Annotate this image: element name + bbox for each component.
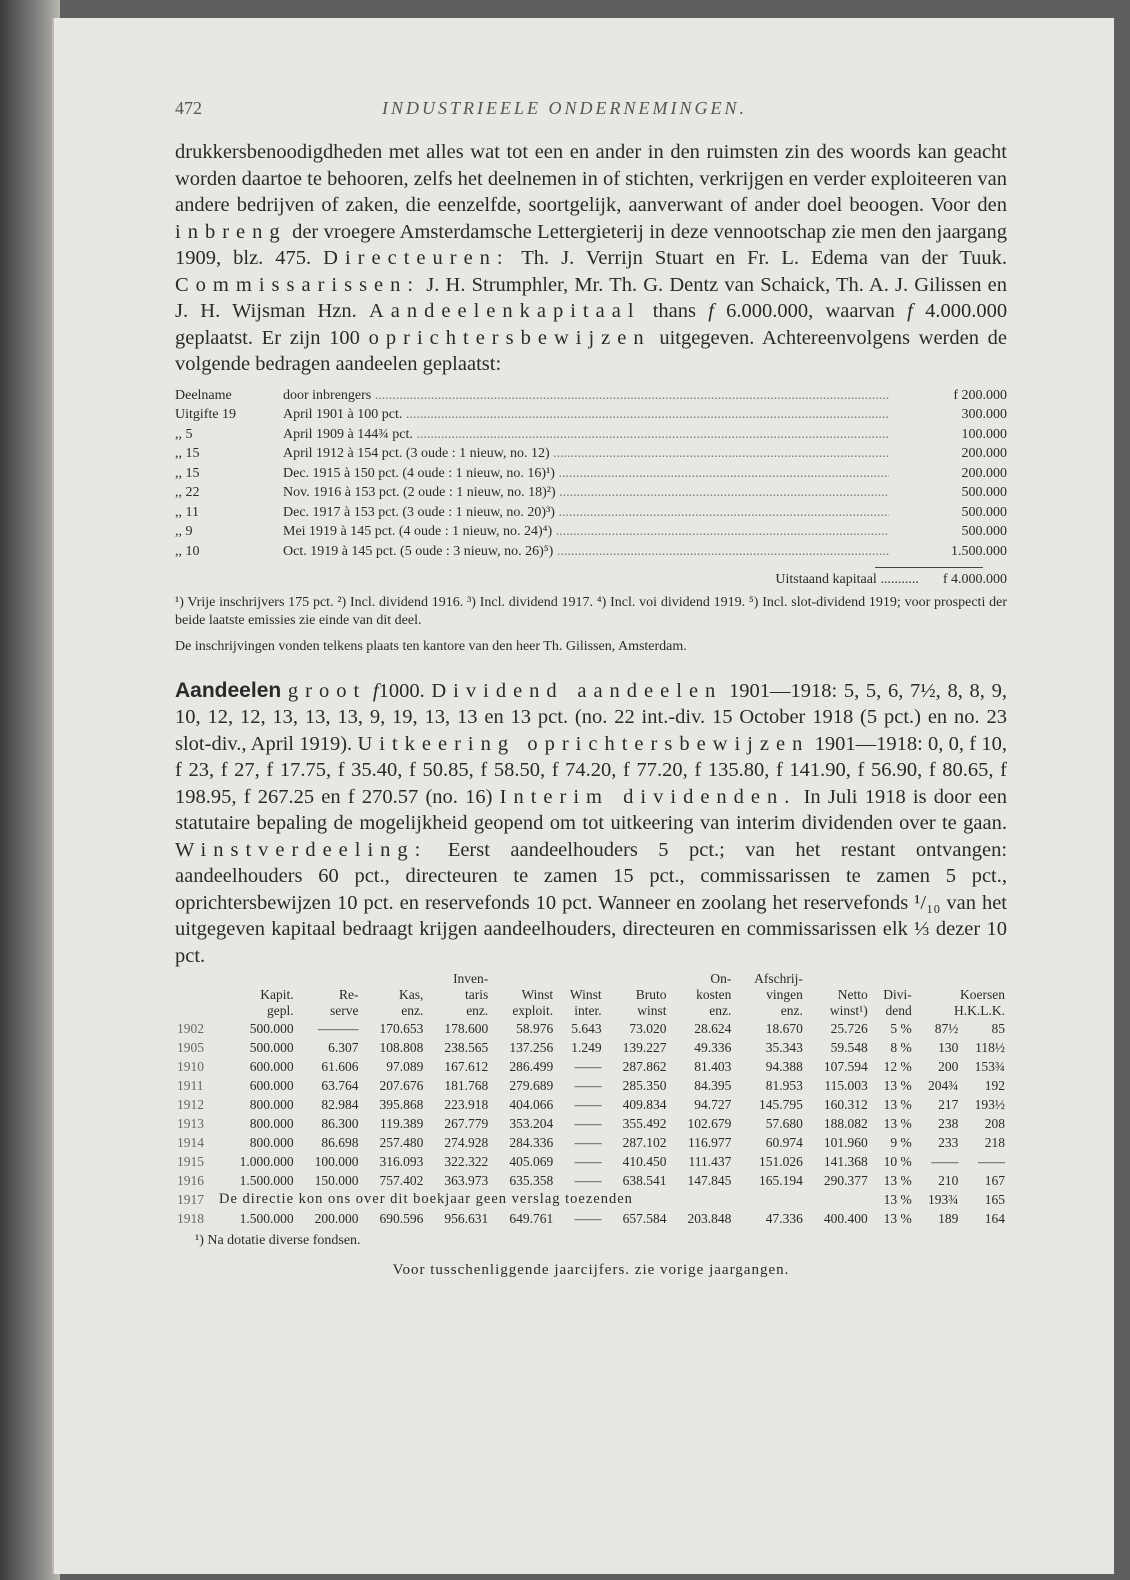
- column-header: Afschrij- vingen enz.: [754, 971, 803, 1018]
- table-cell: 97.089: [386, 1059, 424, 1074]
- table-cell: 286.499: [509, 1059, 554, 1074]
- table-cell: 287.102: [622, 1135, 667, 1150]
- table-cell: 86.698: [321, 1135, 359, 1150]
- table-cell: ———: [318, 1021, 359, 1036]
- table-cell: 208: [984, 1116, 1005, 1131]
- table-cell: 151.026: [758, 1154, 803, 1169]
- table-cell: 145.795: [758, 1097, 803, 1112]
- table-cell: 81.953: [765, 1078, 803, 1093]
- table-cell: 94.727: [694, 1097, 732, 1112]
- table-cell: 193¾: [927, 1192, 959, 1207]
- intro-text-6: 6.000.000, waarvan: [726, 300, 895, 322]
- table-row: [175, 1076, 1007, 1095]
- table-cell: 6.307: [328, 1040, 359, 1055]
- table-cell: 355.492: [622, 1116, 667, 1131]
- table-row-1917: [175, 1190, 1007, 1209]
- table-row: [175, 1171, 1007, 1190]
- table-row: [175, 1209, 1007, 1228]
- table-cell: 1918: [177, 1211, 204, 1226]
- table-row: [175, 1019, 1007, 1038]
- financial-table: [175, 971, 1007, 1228]
- uitgifte-row: [175, 503, 1007, 523]
- table-cell: 86.300: [321, 1116, 359, 1131]
- table-cell: 164: [984, 1211, 1005, 1226]
- column-header: Kas, enz.: [399, 987, 424, 1018]
- table-cell: 1905: [177, 1040, 204, 1055]
- table-cell: 322.322: [444, 1154, 489, 1169]
- table-cell: 85: [991, 1021, 1005, 1036]
- uitgifte-c: 1.500.000: [951, 543, 1007, 559]
- table-cell: 167: [984, 1173, 1005, 1188]
- table-cell: ——: [574, 1097, 602, 1112]
- aandeelen-text-5: Eerst aandeelhouders 5 pct.; van het restant ontvangen: aandeelhouders 60 pct., directeuren te zamen 15 pct., commissarissen te zamen 5 pct., oprichtersbewijzen 10 pct. en reservefonds 10 pct. Wanneer en zoolang het reservefonds ¹/₁₀ van het uitgegeven kapitaal bedraagt krijgen aandeelhouders, directeuren en commissarissen elk ⅓ dezer 10 pct.: [175, 838, 1008, 967]
- table-cell: 274.928: [444, 1135, 489, 1150]
- table-cell: 111.437: [688, 1154, 732, 1169]
- table-cell: 800.000: [249, 1097, 294, 1112]
- florin-sign: f: [708, 300, 714, 322]
- table-cell: 118½: [975, 1040, 1005, 1055]
- page-header: [175, 98, 1007, 119]
- table-cell: 35.343: [765, 1040, 803, 1055]
- table-cell: 107.594: [823, 1059, 868, 1074]
- uitgifte-a: ,, 10: [175, 543, 200, 559]
- intro-text-1: drukkersbenoodigdheden met alles wat tot een en ander in den ruimsten zin des woords kan geacht worden daartoe te behooren, zelfs het deelnemen in of stichten, verkrijgen en verder exploiteeren van andere bedrijven of zaken, die eenzelfde, soortgelijk, aanverwant of ander doel beoogen. Voor den: [175, 141, 1007, 216]
- table-cell: ——: [931, 1154, 959, 1169]
- uitgifte-a: ,, 22: [175, 485, 200, 500]
- aandeelen-heading: Aandeelen: [175, 678, 282, 702]
- table-cell: 600.000: [249, 1078, 294, 1093]
- uitgifte-row: [175, 542, 1007, 562]
- uitgifte-c: 500.000: [961, 524, 1007, 539]
- table-cell: 363.973: [444, 1173, 489, 1188]
- table-row: [175, 1152, 1007, 1171]
- table-cell: 5 %: [890, 1021, 912, 1036]
- intro-text-4: J. H. Strumphler, Mr. Th. G. Dentz van Schaick, Th. A. J. Gilissen en J. H. Wijsman Hzn.: [175, 273, 1008, 322]
- column-header: Koersen H.K.L.K.: [954, 987, 1005, 1018]
- table-cell: 267.779: [444, 1116, 489, 1131]
- uitgifte-a: ,, 15: [175, 446, 200, 461]
- table-cell: 223.918: [444, 1097, 489, 1112]
- table-cell: 58.976: [516, 1021, 554, 1036]
- table-cell: 1911: [177, 1078, 204, 1093]
- page-footer: Voor tusschenliggende jaarcijfers. zie vorige jaargangen.: [392, 1262, 790, 1278]
- intro-text-2: der vroegere Amsterdamsche Lettergieterij in deze vennootschap zie men den jaargang 1909, blz. 475.: [175, 220, 1008, 269]
- table-cell: 290.377: [823, 1173, 868, 1188]
- table-cell: 500.000: [249, 1040, 294, 1055]
- intro-text-8: uitgegeven. Achtereenvolgens werden de volgende bedragen aandeelen geplaatst:: [175, 326, 1008, 375]
- table-cell: 635.358: [509, 1173, 554, 1188]
- table-cell: 137.256: [509, 1040, 554, 1055]
- table-cell: 285.350: [622, 1078, 667, 1093]
- table-cell: 410.450: [622, 1154, 667, 1169]
- table-cell: 13 %: [883, 1192, 912, 1207]
- table-cell: 81.403: [694, 1059, 732, 1074]
- uitgifte-b: Mei 1919 à 145 pct. (4 oude : 1 nieuw, no. 24)⁴) .....: [283, 522, 889, 542]
- column-header: Kapit. gepl.: [260, 987, 294, 1018]
- table-cell: 13 %: [883, 1097, 912, 1112]
- uitgifte-c: 500.000: [961, 504, 1007, 520]
- keyword-oprichtersbewijzen: oprichtersbewijzen: [368, 326, 651, 349]
- table-cell: 1.500.000: [239, 1211, 294, 1226]
- uitgifte-c: 200.000: [961, 446, 1007, 461]
- table-cell: 153¾: [974, 1059, 1005, 1074]
- keyword-directeuren: Directeuren:: [323, 247, 510, 269]
- uitgifte-b: Dec. 1917 à 153 pct. (3 oude : 1 nieuw, no. 20)³) .....: [283, 503, 889, 523]
- table-cell: ——: [574, 1154, 602, 1169]
- table-cell: 94.388: [765, 1059, 803, 1074]
- table-cell: 150.000: [314, 1173, 359, 1188]
- table-cell: 207.676: [379, 1078, 424, 1093]
- uitgifte-b: Oct. 1919 à 145 pct. (5 oude : 3 nieuw, no. 26)⁵) .....: [283, 542, 889, 562]
- uitgifte-a: ,, 9: [175, 524, 193, 539]
- uitgifte-c: 300.000: [961, 407, 1007, 422]
- table-cell: 257.480: [379, 1135, 424, 1150]
- table-cell: ——: [574, 1078, 602, 1093]
- table-cell: 200.000: [314, 1211, 359, 1226]
- intro-text-5: thans: [652, 300, 697, 322]
- florin-sign: f: [372, 679, 379, 702]
- table-cell: 409.834: [622, 1097, 667, 1112]
- uitgifte-list: [175, 386, 1007, 562]
- table-cell: 119.389: [380, 1116, 424, 1131]
- table-cell: 160.312: [823, 1097, 868, 1112]
- table-cell: 203.848: [687, 1211, 732, 1226]
- table-cell: 284.336: [509, 1135, 554, 1150]
- intro-paragraph: [175, 139, 1007, 378]
- intro-text-7: 4.000.000 geplaatst. Er zijn 100: [175, 300, 1008, 349]
- table-cell: 82.984: [321, 1097, 359, 1112]
- table-cell: 13 %: [883, 1173, 912, 1188]
- page-number: 472: [175, 98, 202, 118]
- table-cell: 170.653: [379, 1021, 424, 1036]
- column-header: On- kosten enz.: [696, 971, 732, 1018]
- table-cell: De directie kon ons over dit boekjaar geen verslag toezenden: [219, 1191, 633, 1207]
- uitgifte-a: ,, 5: [175, 426, 193, 442]
- table-cell: 63.764: [321, 1078, 359, 1093]
- uitstaand-value: f 4.000.000: [942, 572, 1007, 587]
- table-cell: 167.612: [444, 1059, 489, 1074]
- table-cell: 757.402: [379, 1173, 424, 1188]
- intro-text-3: Th. J. Verrijn Stuart en Fr. L. Edema van der Tuuk.: [521, 247, 1007, 269]
- note-inschrijvingen: De inschrijvingen vonden telkens plaats ten kantore van den heer Th. Gilissen, Amsterdam.: [175, 638, 687, 654]
- table-row: [175, 1038, 1007, 1057]
- column-header: Winst exploit.: [512, 987, 554, 1018]
- table-cell: 192: [984, 1078, 1005, 1093]
- table-row: [175, 1114, 1007, 1133]
- table-cell: 233: [938, 1135, 959, 1150]
- uitgifte-c: f 200.000: [953, 387, 1007, 403]
- uitgifte-a: Deelname: [175, 387, 232, 403]
- table-cell: 101.960: [823, 1135, 868, 1150]
- table-cell: 1.500.000: [239, 1173, 294, 1188]
- uitgifte-c: 100.000: [961, 426, 1007, 442]
- uitgifte-a: ,, 11: [175, 504, 199, 520]
- table-cell: 210: [938, 1173, 959, 1188]
- table-cell: 108.808: [379, 1040, 424, 1055]
- uitgifte-b: Nov. 1916 à 153 pct. (2 oude : 1 nieuw, no. 18)²) .....: [283, 483, 889, 503]
- uitstaand-row: [175, 570, 1007, 590]
- uitgifte-row: [175, 483, 1007, 503]
- uitgifte-b: April 1901 à 100 pct. .....: [283, 405, 889, 425]
- table-cell: 1910: [177, 1059, 204, 1074]
- table-cell: 395.868: [379, 1097, 424, 1112]
- column-header: Winst inter.: [569, 987, 602, 1018]
- uitgifte-row: [175, 386, 1007, 406]
- aandeelen-text-2: 1901—1918: 5, 5, 6, 7½, 8, 8, 9, 10, 12, 12, 13, 13, 13, 9, 19, 13, 13 en 13 pct. (no. 22 int.-div. 15 October 1918 (5 pct.) en no. 23 slot-div., April 1919).: [175, 679, 1007, 755]
- table-cell: 181.768: [444, 1078, 489, 1093]
- uitgifte-row: [175, 425, 1007, 445]
- table-cell: 316.093: [379, 1154, 424, 1169]
- table-cell: 400.400: [823, 1211, 868, 1226]
- table-cell: 59.548: [830, 1040, 868, 1055]
- table-cell: 141.368: [823, 1154, 868, 1169]
- table-cell: 147.845: [687, 1173, 732, 1188]
- table-cell: ——: [574, 1059, 602, 1074]
- table-cell: 10 %: [883, 1154, 912, 1169]
- table-cell: 49.336: [694, 1040, 732, 1055]
- table-cell: 139.227: [622, 1040, 667, 1055]
- column-header: Bruto winst: [635, 987, 667, 1018]
- uitgifte-b: April 1912 à 154 pct. (3 oude : 1 nieuw, no. 12) .....: [283, 444, 889, 464]
- column-header: Re- serve: [330, 987, 359, 1018]
- uitgifte-c: 500.000: [961, 485, 1007, 500]
- uitgifte-a: Uitgifte 19: [175, 407, 237, 422]
- table-cell: 279.689: [509, 1078, 554, 1093]
- table-footnote: ¹) Na dotatie diverse fondsen.: [195, 1233, 361, 1248]
- table-cell: 60.974: [765, 1135, 803, 1150]
- column-header: Divi- dend: [883, 987, 912, 1018]
- table-cell: ——: [574, 1211, 602, 1226]
- uitgifte-b: Dec. 1915 à 150 pct. (4 oude : 1 nieuw, no. 16)¹) .....: [283, 464, 889, 484]
- keyword-commissarissen: Commissarissen:: [175, 273, 421, 296]
- table-cell: 800.000: [249, 1116, 294, 1131]
- uitgifte-row: [175, 522, 1007, 542]
- aandeelen-text-1: 1000.: [378, 679, 425, 702]
- table-cell: 102.679: [687, 1116, 732, 1131]
- table-cell: 13 %: [883, 1078, 912, 1093]
- table-cell: 73.020: [629, 1021, 667, 1036]
- table-cell: 1914: [177, 1135, 204, 1150]
- table-row: [175, 1133, 1007, 1152]
- table-cell: 956.631: [444, 1211, 489, 1226]
- table-cell: 165: [984, 1192, 1005, 1207]
- keyword-aandeelenkapitaal: Aandeelenkapitaal: [368, 300, 641, 322]
- running-title: INDUSTRIEELE ONDERNEMINGEN.: [382, 98, 747, 118]
- table-cell: 200: [938, 1059, 959, 1074]
- table-row: [175, 1095, 1007, 1114]
- column-header: [175, 971, 217, 1019]
- column-header: Inven- taris enz.: [453, 971, 489, 1018]
- column-header: Netto winst¹): [829, 987, 868, 1018]
- table-cell: 204¾: [927, 1078, 959, 1093]
- table-cell: 5.643: [571, 1021, 602, 1036]
- table-cell: 690.596: [379, 1211, 424, 1226]
- table-cell: 1916: [177, 1173, 204, 1188]
- table-cell: 13 %: [883, 1211, 912, 1226]
- keyword-winstverdeeling: Winstverdeeling:: [175, 838, 428, 861]
- table-cell: 165.194: [758, 1173, 803, 1188]
- table-cell: 116.977: [688, 1135, 732, 1150]
- table-cell: 130: [938, 1040, 959, 1055]
- page-content: [175, 98, 1007, 1279]
- table-cell: 238: [938, 1116, 959, 1131]
- uitgifte-c: 200.000: [961, 465, 1007, 481]
- table-cell: 47.336: [765, 1211, 803, 1226]
- table-cell: 1913: [177, 1116, 204, 1131]
- aandeelen-paragraph: [175, 678, 1007, 970]
- table-cell: 638.541: [622, 1173, 667, 1188]
- table-cell: 13 %: [883, 1116, 912, 1131]
- table-cell: 500.000: [249, 1021, 294, 1036]
- table-cell: 61.606: [321, 1059, 359, 1074]
- table-cell: 189: [938, 1211, 959, 1226]
- table-cell: ——: [574, 1173, 602, 1188]
- table-cell: 18.670: [765, 1021, 803, 1036]
- table-cell: 287.862: [622, 1059, 667, 1074]
- aandeelen-text-3: 1901—1918: 0, 0, f 10, f 23, f 27, f 17.75, f 35.40, f 50.85, f 58.50, f 74.20, f 77.20, f 135.80, f 141.90, f 56.90, f 80.65, f 198.95, f 267.25 en f 270.57 (no. 16): [175, 732, 1008, 808]
- table-cell: 649.761: [509, 1211, 554, 1226]
- uitgifte-row: [175, 444, 1007, 464]
- table-cell: 600.000: [249, 1059, 294, 1074]
- table-cell: 1912: [177, 1097, 204, 1112]
- table-cell: ——: [574, 1116, 602, 1131]
- keyword-interim: Interim dividenden.: [499, 785, 797, 808]
- table-cell: 100.000: [314, 1154, 359, 1169]
- table-cell: ——: [978, 1154, 1005, 1169]
- table-cell: 238.565: [444, 1040, 489, 1055]
- table-cell: 1.000.000: [239, 1154, 294, 1169]
- table-cell: 9 %: [890, 1135, 912, 1150]
- table-cell: 115.003: [824, 1078, 868, 1093]
- table-cell: 217: [938, 1097, 959, 1112]
- keyword-dividend: Dividend aandeelen: [431, 679, 723, 702]
- table-cell: 1.249: [571, 1040, 602, 1055]
- table-cell: 1902: [177, 1021, 204, 1036]
- uitgifte-row: [175, 464, 1007, 484]
- table-cell: 28.624: [694, 1021, 732, 1036]
- florin-sign: f: [907, 300, 913, 322]
- aandeelen-text-4: In Juli 1918 is door een statutaire bepaling de mogelijkheid geopend om tot uitkeering van interim dividenden over te gaan.: [175, 785, 1008, 834]
- table-cell: 178.600: [444, 1021, 489, 1036]
- table-cell: 193½: [974, 1097, 1005, 1112]
- table-cell: 405.069: [509, 1154, 554, 1169]
- uitgifte-b: April 1909 à 144¾ pct. .....: [283, 425, 889, 445]
- table-cell: 218: [984, 1135, 1005, 1150]
- book-spine: [0, 0, 60, 1580]
- table-header-row: [175, 971, 1007, 1019]
- uitgifte-row: [175, 405, 1007, 425]
- footnotes-emissies: ¹) Vrije inschrijvers 175 pct. ²) Incl. dividend 1916. ³) Incl. dividend 1917. ⁴) Incl. voi dividend 1919. ⁵) Incl. slot-dividend 1919; voor prospecti der beide laatste emissies zie einde van dit deel.: [175, 594, 1007, 628]
- table-cell: 404.066: [509, 1097, 554, 1112]
- table-cell: 8 %: [890, 1040, 912, 1055]
- table-cell: 12 %: [883, 1059, 912, 1074]
- table-cell: 1917: [177, 1192, 204, 1207]
- table-cell: 657.584: [622, 1211, 667, 1226]
- uitstaand-label: Uitstaand kapitaal ...........: [775, 572, 919, 587]
- table-cell: 353.204: [509, 1116, 554, 1131]
- table-cell: ——: [574, 1135, 602, 1150]
- table-cell: 800.000: [249, 1135, 294, 1150]
- uitgifte-a: ,, 15: [175, 465, 200, 481]
- table-cell: 87½: [934, 1021, 959, 1036]
- table-cell: 188.082: [823, 1116, 868, 1131]
- sum-rule: [875, 567, 983, 568]
- uitgifte-b: door inbrengers .....: [283, 386, 889, 406]
- table-cell: 1915: [177, 1154, 204, 1169]
- keyword-uitkeering: Uitkeering oprichtersbewijzen: [357, 732, 810, 755]
- table-cell: 84.395: [694, 1078, 732, 1093]
- table-row: [175, 1057, 1007, 1076]
- table-cell: 25.726: [830, 1021, 868, 1036]
- keyword-groot: groot: [287, 679, 367, 702]
- table-cell: 57.680: [765, 1116, 803, 1131]
- keyword-inbreng: inbreng: [175, 220, 287, 243]
